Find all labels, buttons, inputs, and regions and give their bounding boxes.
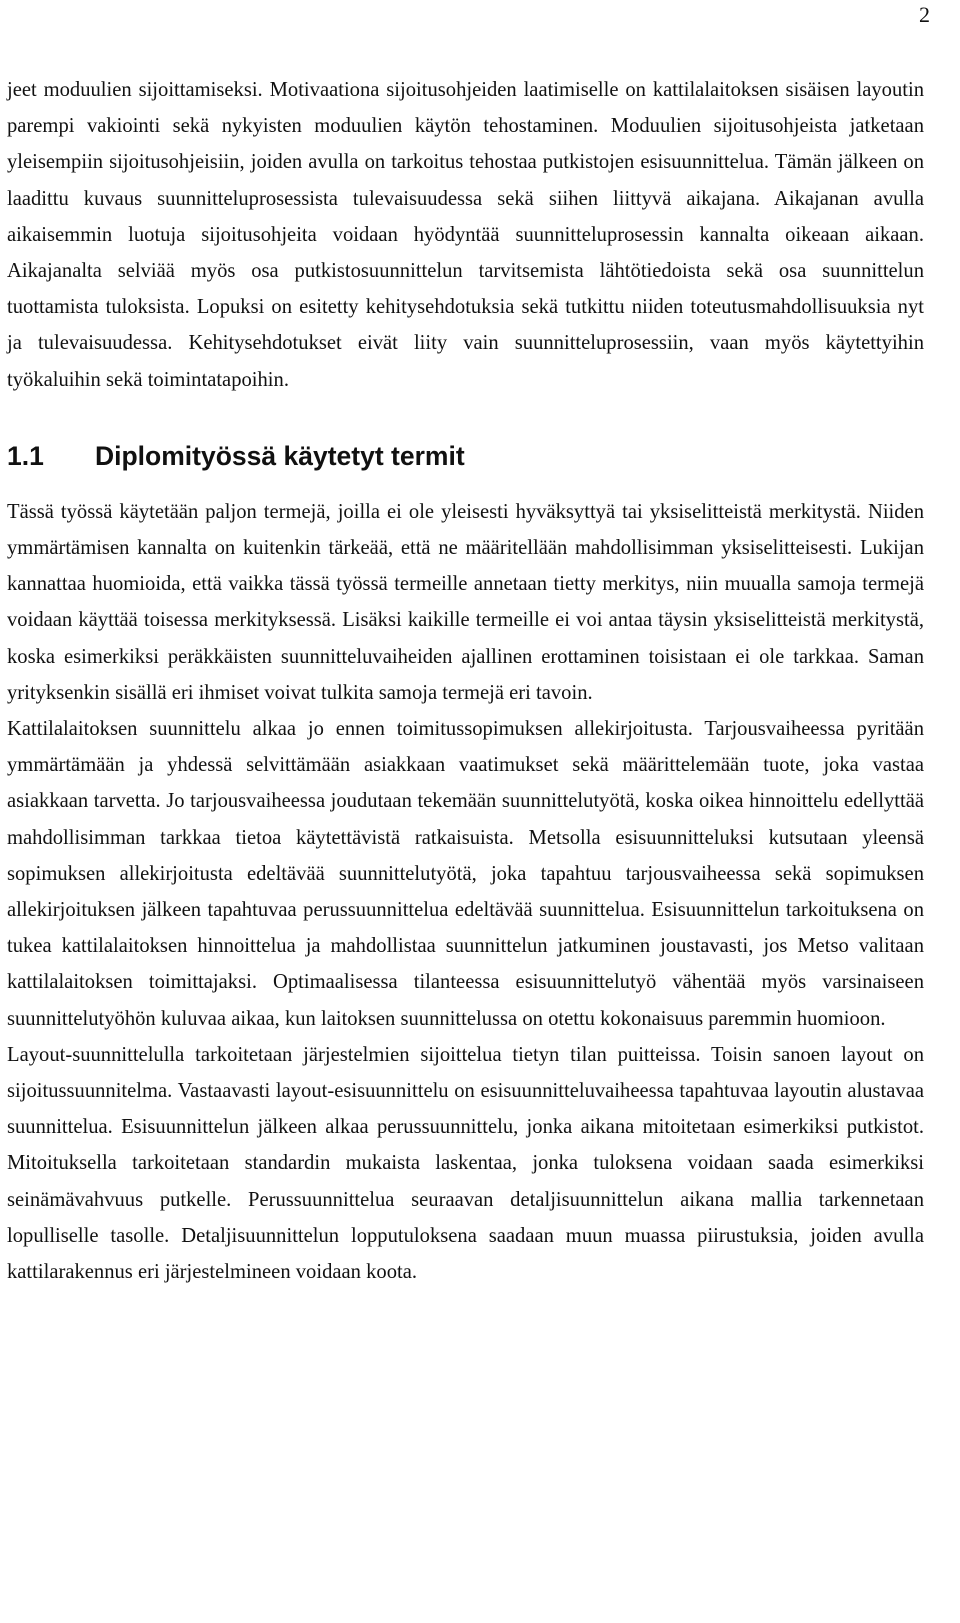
boiler-design-paragraph: Kattilalaitoksen suunnittelu alkaa jo ennen toimitussopimuksen allekirjoitusta. Tarjousvaiheessa pyritään ymmärtämään ja yhdessä selvittämään asiakkaan vaatimukset sekä määrittelemään tuote, joka vastaa asiakkaan tarvetta. Jo tarjousvaiheessa joudutaan tekemään suunnittelutyötä, koska oikea hinnoittelu edellyttää mahdollisimman tarkkaa tietoa käytettävistä ratkaisuista. Metsolla esisuunnitteluksi kutsutaan yleensä sopimuksen allekirjoitusta edeltävää suunnittelutyötä, joka tapahtuu tarjousvaiheessa sekä sopimuksen allekirjoituksen jälkeen tapahtuvaa perussuunnittelua edeltävää suunnittelua. Esisuunnittelun tarkoituksena on tukea kattilalaitoksen hinnoittelua ja mahdollistaa suunnittelun jatkuminen joustavasti, jos Metso valitaan kattilalaitoksen toimittajaksi. Optimaalisessa tilanteessa esisuunnittelutyö vähentää myös varsinaiseen suunnittelutyöhön kuluvaa aikaa, kun laitoksen suunnittelussa on otettu kokonaisuus paremmin huomioon. [7,718,924,1030]
section-heading [7,439,924,473]
layout-design-paragraph: Layout-suunnittelulla tarkoitetaan järjestelmien sijoittelua tietyn tilan puitteissa. Toisin sanoen layout on sijoitussuunnitelma. Vastaavasti layout-esisuunnittelu on esisuunnitteluvaiheessa tapahtuvaa layoutin alustavaa suunnittelua. Esisuunnittelun jälkeen alkaa perussuunnittelu, jonka aikana mitoitetaan esimerkiksi putkistot. Mitoituksella tarkoitetaan standardin mukaista laskentaa, jonka tuloksena voidaan saada esimerkiksi seinämävahvuus putkelle. Perussuunnittelua seuraavan detaljisuunnittelun aikana mallia tarkennetaan lopulliselle tasolle. Detaljisuunnittelun lopputuloksena saadaan muun muassa piirustuksia, joiden avulla kattilarakennus eri järjestelmineen voidaan koota. [7,1043,924,1284]
section-number: 1.1 [7,440,44,471]
document-body [7,72,924,1290]
section-title: Diplomityössä käytetyt termit [95,440,465,471]
terms-paragraph: Tässä työssä käytetään paljon termejä, joilla ei ole yleisesti hyväksyttyä tai yksiselitteistä merkitystä. Niiden ymmärtämisen kannalta on kuitenkin tärkeää, että ne määritellään mahdollisimman yksiselitteisesti. Lukijan kannattaa huomioida, että vaikka tässä työssä termeille annetaan tietty merkitys, niin muualla samoja termejä voidaan käyttää toisessa merkityksessä. Lisäksi kaikille termeille ei voi antaa täysin yksiselitteistä merkitystä, koska esimerkiksi peräkkäisten suunnitteluvaiheiden ajallinen erottaminen toisistaan ei ole tarkkaa. Saman yrityksenkin sisällä eri ihmiset voivat tulkita samoja termejä eri tavoin. [7,500,924,704]
page-number: 2 [919,2,930,27]
intro-paragraph: jeet moduulien sijoittamiseksi. Motivaationa sijoitusohjeiden laatimiselle on kattilalaitoksen sisäisen layoutin parempi vakiointi sekä nykyisten moduulien käytön tehostaminen. Moduulien sijoitusohjeista jatketaan yleisempiin sijoitusohjeisiin, joiden avulla on tarkoitus tehostaa putkistojen esisuunnittelua. Tämän jälkeen on laadittu kuvaus suunnitteluprosessista tulevaisuudessa sekä siihen liittyvä aikajana. Aikajanan avulla aikaisemmin luotuja sijoitusohjeita voidaan hyödyntää suunnitteluprosessin kannalta oikeaan aikaan. Aikajanalta selviää myös osa putkistosuunnittelun tarvitsemista lähtötiedoista sekä osa suunnittelun tuottamista tuloksista. Lopuksi on esitetty kehitysehdotuksia sekä tutkittu niiden toteutusmahdollisuuksia nyt ja tulevaisuudessa. Kehitysehdotukset eivät liity vain suunnitteluprosessiin, vaan myös käytettyihin työkaluihin sekä toimintatapoihin. [7,79,924,391]
